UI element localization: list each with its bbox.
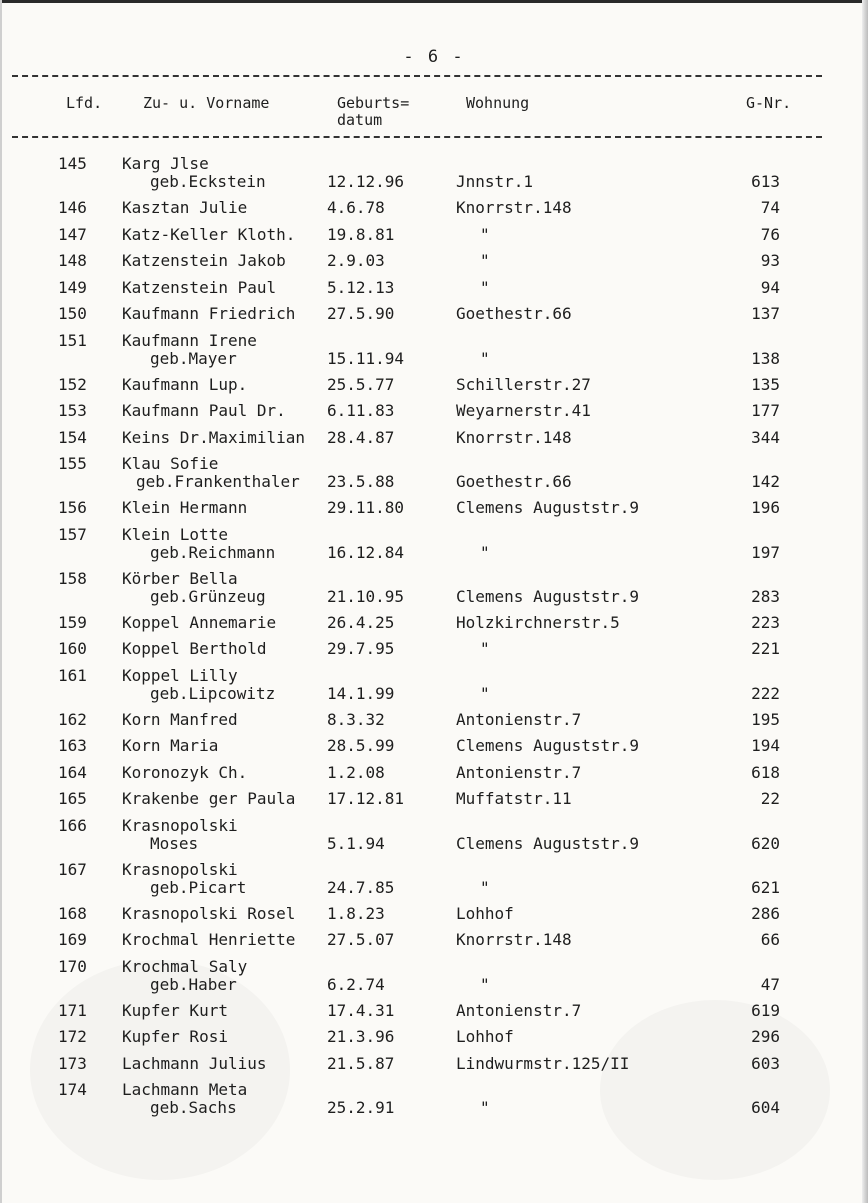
header-lfd: Lfd.: [66, 94, 103, 112]
cell-gnr: 76: [760, 224, 780, 244]
cell-birth-date: 15.11.94: [327, 348, 405, 368]
cell-birth-date: 28.5.99: [327, 736, 395, 755]
cell-lfd: 171: [58, 1000, 87, 1020]
cell-lfd: 170: [58, 956, 87, 976]
cell-address: ": [480, 277, 490, 297]
cell-name: Kaufmann Lup.: [122, 374, 248, 394]
cell-birth-date: 24.7.85: [327, 877, 395, 897]
cell-name-second-line: geb.Grünzeug: [150, 586, 266, 606]
cell-birth-date: 17.12.81: [327, 789, 405, 808]
cell-name: Lachmann Meta: [122, 1080, 248, 1099]
cell-lfd: 151: [58, 330, 87, 350]
cell-address: Antonienstr.7: [456, 762, 582, 782]
cell-lfd: 147: [58, 224, 87, 244]
cell-gnr: 296: [751, 1027, 780, 1046]
cell-gnr: 222: [751, 683, 780, 703]
cell-gnr: 142: [751, 472, 780, 491]
cell-birth-date: 12.12.96: [327, 172, 405, 191]
cell-address: Knorrstr.148: [456, 930, 572, 949]
scan-right-edge: [862, 0, 868, 1203]
cell-address: ": [480, 683, 490, 703]
cell-lfd: 165: [58, 789, 87, 808]
cell-address: Goethestr.66: [456, 472, 572, 491]
cell-address: Muffatstr.11: [456, 789, 572, 808]
cell-name: Lachmann Julius: [122, 1053, 267, 1073]
cell-name: Kaufmann Irene: [122, 330, 257, 350]
cell-lfd: 169: [58, 930, 87, 949]
cell-name-second-line: geb.Frankenthaler: [136, 472, 300, 491]
cell-gnr: 66: [760, 930, 780, 949]
cell-name: Koppel Berthold: [122, 639, 267, 658]
cell-address: Jnnstr.1: [456, 172, 534, 191]
cell-birth-date: 25.2.91: [327, 1098, 395, 1117]
cell-lfd: 167: [58, 859, 87, 879]
cell-birth-date: 21.5.87: [327, 1053, 395, 1073]
header-name: Zu- u. Vorname: [143, 94, 270, 112]
cell-lfd: 153: [58, 401, 87, 420]
cell-address: ": [480, 224, 490, 244]
cell-address: Knorrstr.148: [456, 198, 572, 217]
cell-address: Lohhof: [456, 903, 514, 923]
cell-gnr: 195: [751, 709, 780, 729]
cell-birth-date: 29.7.95: [327, 639, 395, 658]
cell-address: Knorrstr.148: [456, 427, 572, 447]
cell-name: Kaufmann Friedrich: [122, 304, 296, 323]
cell-gnr: 283: [751, 586, 780, 606]
cell-address: Clemens Auguststr.9: [456, 833, 640, 853]
cell-lfd: 156: [58, 498, 87, 517]
cell-lfd: 168: [58, 903, 87, 923]
cell-birth-date: 19.8.81: [327, 224, 395, 244]
cell-lfd: 157: [58, 524, 87, 544]
cell-birth-date: 21.3.96: [327, 1027, 395, 1046]
cell-name: Katzenstein Paul: [122, 277, 277, 297]
cell-address: Weyarnerstr.41: [456, 401, 591, 420]
cell-lfd: 161: [58, 665, 87, 685]
cell-name-second-line: geb.Lipcowitz: [150, 683, 276, 703]
cell-name: Kaufmann Paul Dr.: [122, 401, 286, 420]
cell-birth-date: 1.2.08: [327, 762, 385, 782]
cell-address: ": [480, 251, 490, 270]
cell-address: Clemens Auguststr.9: [456, 498, 640, 517]
cell-birth-date: 28.4.87: [327, 427, 395, 447]
cell-gnr: 194: [751, 736, 780, 755]
cell-name: Korn Maria: [122, 736, 219, 755]
cell-lfd: 145: [58, 154, 87, 173]
cell-address: Lohhof: [456, 1027, 514, 1046]
cell-address: ": [480, 877, 490, 897]
cell-address: ": [480, 542, 490, 562]
cell-lfd: 146: [58, 198, 87, 217]
cell-lfd: 155: [58, 454, 87, 473]
cell-gnr: 620: [751, 833, 780, 853]
cell-birth-date: 23.5.88: [327, 472, 395, 491]
cell-name: Karg Jlse: [122, 154, 209, 173]
cell-lfd: 148: [58, 251, 87, 270]
cell-gnr: 22: [760, 789, 780, 808]
cell-lfd: 166: [58, 815, 87, 835]
cell-name-second-line: geb.Picart: [150, 877, 247, 897]
header-bottom-rule: [12, 136, 822, 138]
scan-smudge: [600, 1000, 830, 1180]
cell-gnr: 604: [751, 1098, 780, 1117]
cell-lfd: 162: [58, 709, 87, 729]
cell-gnr: 93: [760, 251, 780, 270]
cell-address: ": [480, 974, 490, 994]
cell-gnr: 197: [751, 542, 780, 562]
page-number: - 6 -: [403, 47, 465, 67]
cell-name: Klein Hermann: [122, 498, 248, 517]
cell-lfd: 163: [58, 736, 87, 755]
cell-address: ": [480, 639, 490, 658]
cell-lfd: 154: [58, 427, 87, 447]
cell-gnr: 94: [760, 277, 780, 297]
cell-gnr: 613: [751, 172, 780, 191]
cell-name-second-line: geb.Haber: [150, 974, 237, 994]
cell-birth-date: 2.9.03: [327, 251, 385, 270]
cell-name: Koronozyk Ch.: [122, 762, 248, 782]
header-gnr: G-Nr.: [746, 94, 792, 112]
cell-address: Holzkirchnerstr.5: [456, 612, 620, 632]
cell-address: Antonienstr.7: [456, 1000, 582, 1020]
cell-birth-date: 1.8.23: [327, 903, 385, 923]
cell-birth-date: 5.12.13: [327, 277, 395, 297]
cell-lfd: 174: [58, 1080, 87, 1099]
cell-name: Katzenstein Jakob: [122, 251, 286, 270]
cell-birth-date: 21.10.95: [327, 586, 405, 606]
header-address: Wohnung: [466, 94, 530, 112]
cell-name: Keins Dr.Maximilian: [122, 427, 306, 447]
cell-gnr: 286: [751, 903, 780, 923]
cell-address: Goethestr.66: [456, 304, 572, 323]
cell-lfd: 172: [58, 1027, 87, 1046]
cell-gnr: 621: [751, 877, 780, 897]
cell-gnr: 135: [751, 374, 780, 394]
cell-address: ": [480, 348, 490, 368]
header-birth-line1: Geburts=: [337, 94, 410, 112]
cell-birth-date: 25.5.77: [327, 374, 395, 394]
cell-lfd: 173: [58, 1053, 87, 1073]
cell-name: Klau Sofie: [122, 454, 219, 473]
cell-gnr: 221: [751, 639, 780, 658]
cell-birth-date: 17.4.31: [327, 1000, 395, 1020]
cell-gnr: 223: [751, 612, 780, 632]
cell-gnr: 619: [751, 1000, 780, 1020]
cell-lfd: 158: [58, 568, 87, 588]
cell-name: Klein Lotte: [122, 524, 228, 544]
cell-birth-date: 27.5.07: [327, 930, 395, 949]
cell-birth-date: 6.2.74: [327, 974, 385, 994]
cell-gnr: 177: [751, 401, 780, 420]
cell-name: Katz-Keller Kloth.: [122, 224, 296, 244]
scan-top-edge: [0, 0, 868, 3]
cell-name: Krochmal Henriette: [122, 930, 296, 949]
cell-address: Schillerstr.27: [456, 374, 591, 394]
cell-name-second-line: geb.Mayer: [150, 348, 237, 368]
cell-gnr: 196: [751, 498, 780, 517]
header-top-rule: [12, 75, 822, 77]
cell-name: Krasnopolski: [122, 859, 238, 879]
cell-gnr: 344: [751, 427, 780, 447]
cell-name-second-line: geb.Reichmann: [150, 542, 276, 562]
cell-birth-date: 14.1.99: [327, 683, 395, 703]
cell-lfd: 160: [58, 639, 87, 658]
cell-address: Clemens Auguststr.9: [456, 586, 640, 606]
cell-gnr: 618: [751, 762, 780, 782]
cell-birth-date: 4.6.78: [327, 198, 385, 217]
cell-gnr: 603: [751, 1053, 780, 1073]
cell-gnr: 138: [751, 348, 780, 368]
cell-birth-date: 26.4.25: [327, 612, 395, 632]
cell-name-second-line: geb.Sachs: [150, 1098, 237, 1117]
cell-name: Koppel Lilly: [122, 665, 238, 685]
cell-lfd: 159: [58, 612, 87, 632]
cell-birth-date: 6.11.83: [327, 401, 395, 420]
cell-name-second-line: Moses: [150, 833, 199, 853]
cell-birth-date: 27.5.90: [327, 304, 395, 323]
cell-name: Krochmal Saly: [122, 956, 248, 976]
cell-birth-date: 16.12.84: [327, 542, 405, 562]
cell-lfd: 149: [58, 277, 87, 297]
cell-birth-date: 8.3.32: [327, 709, 385, 729]
cell-address: Antonienstr.7: [456, 709, 582, 729]
cell-gnr: 47: [760, 974, 780, 994]
cell-name: Kasztan Julie: [122, 198, 248, 217]
cell-name: Kupfer Rosi: [122, 1027, 228, 1046]
cell-lfd: 152: [58, 374, 87, 394]
cell-name: Krasnopolski: [122, 815, 238, 835]
cell-lfd: 164: [58, 762, 87, 782]
cell-name: Koppel Annemarie: [122, 612, 277, 632]
cell-name: Krakenbe ger Paula: [122, 789, 296, 808]
scan-left-edge: [0, 0, 2, 1203]
cell-birth-date: 5.1.94: [327, 833, 385, 853]
cell-address: Lindwurmstr.125/II: [456, 1053, 630, 1073]
cell-name: Kupfer Kurt: [122, 1000, 228, 1020]
cell-name: Körber Bella: [122, 568, 238, 588]
cell-birth-date: 29.11.80: [327, 498, 405, 517]
cell-name: Korn Manfred: [122, 709, 238, 729]
cell-lfd: 150: [58, 304, 87, 323]
cell-gnr: 74: [760, 198, 780, 217]
cell-address: ": [480, 1098, 490, 1117]
cell-address: Clemens Auguststr.9: [456, 736, 640, 755]
cell-name: Krasnopolski Rosel: [122, 903, 296, 923]
cell-name-second-line: geb.Eckstein: [150, 172, 266, 191]
header-birth-line2: datum: [337, 111, 383, 129]
cell-gnr: 137: [751, 304, 780, 323]
